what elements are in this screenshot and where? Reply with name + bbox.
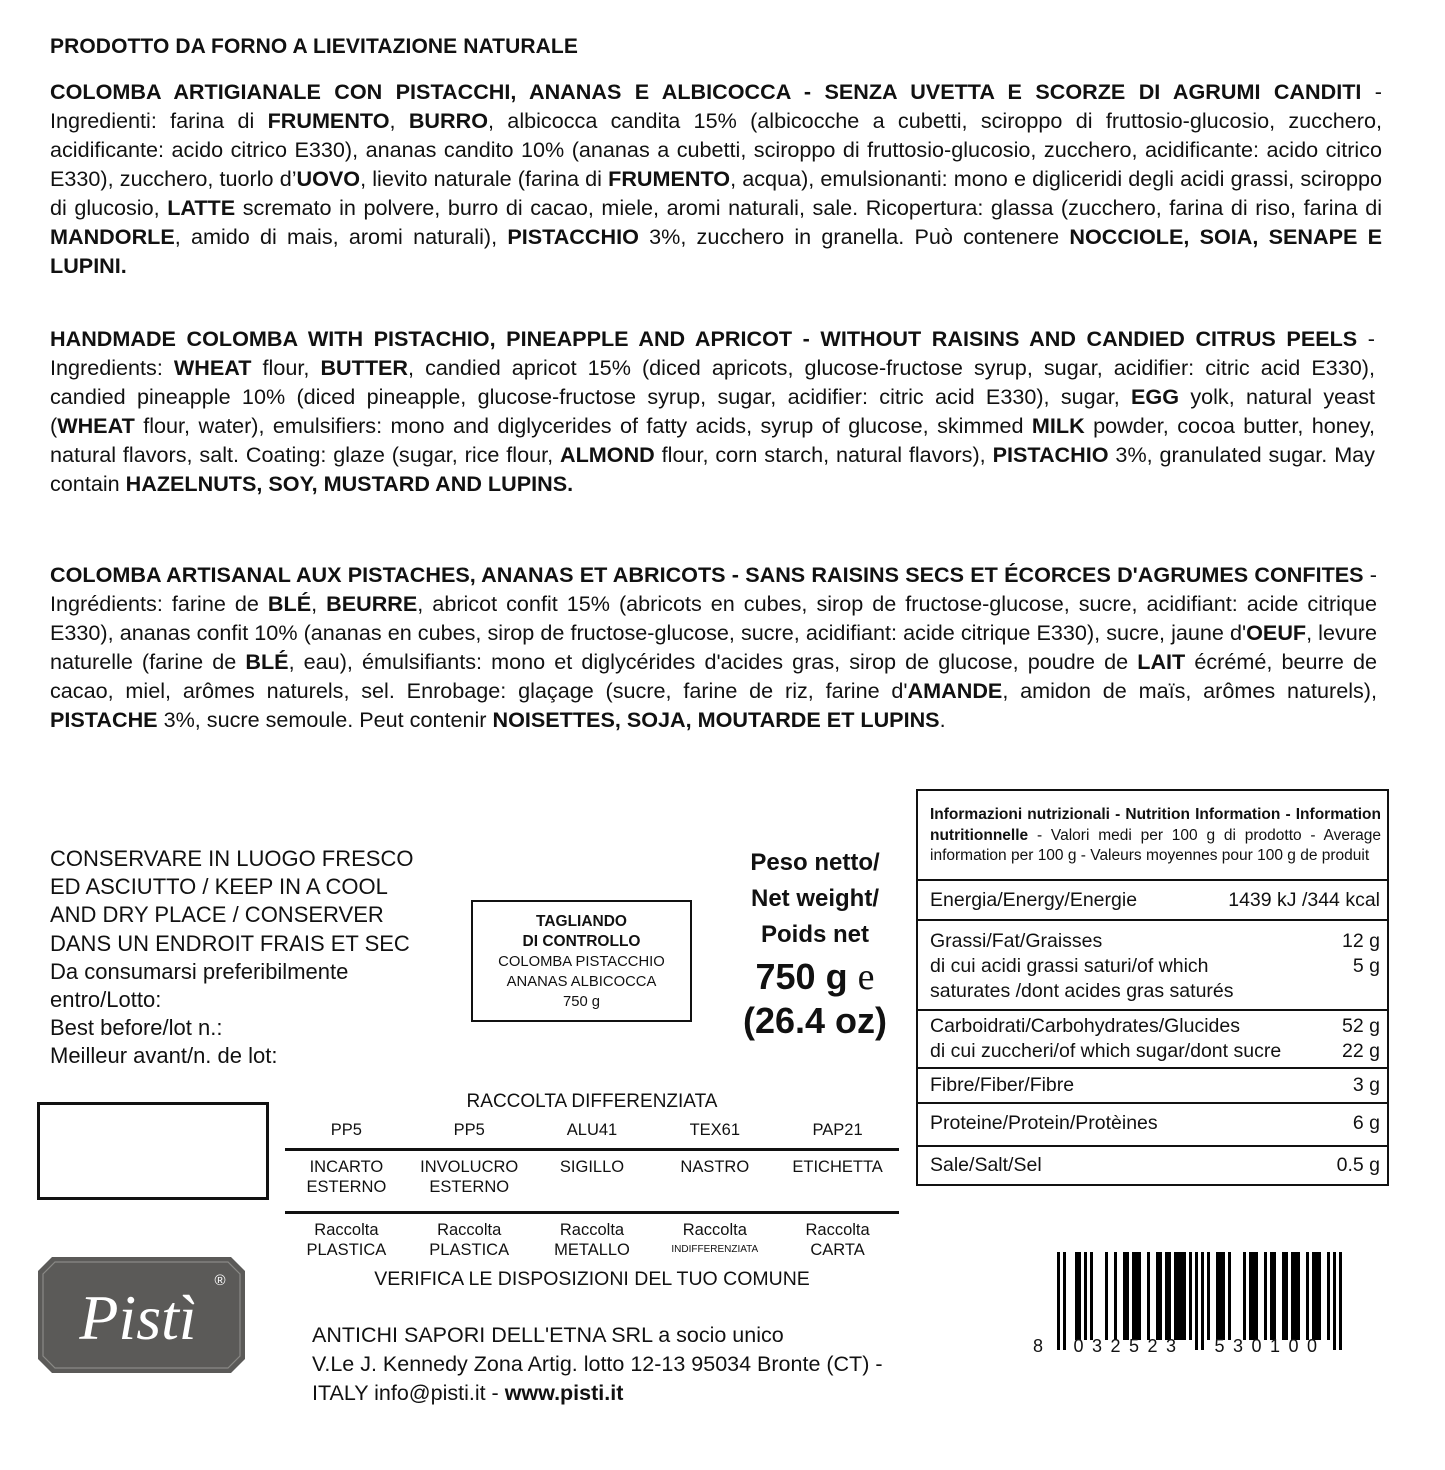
- nutrient-label: Grassi/Fat/Graisses: [930, 929, 1103, 952]
- nutrient-label: saturates /dont acides gras saturés: [930, 979, 1234, 1002]
- nutrient-label: Sale/Salt/Sel: [930, 1153, 1042, 1176]
- nutrition-row: [918, 1104, 1387, 1147]
- company-street: V.Le J. Kennedy Zona Artig. lotto 12-13 95034 Bronte (CT) -: [312, 1352, 883, 1376]
- coupon-title: DI CONTROLLO: [522, 933, 641, 950]
- material-code: TEX61: [689, 1121, 741, 1139]
- nutrient-label: Proteine/Protein/Protèines: [930, 1111, 1158, 1134]
- coupon-weight: 750 g: [562, 994, 601, 1010]
- nutrient-value: 12 g: [1342, 929, 1380, 952]
- lot-stamp-box: [37, 1102, 269, 1200]
- nutrition-row: [918, 921, 1387, 1011]
- estimated-sign-icon: e: [857, 956, 875, 998]
- ean13-barcode: [1025, 1252, 1370, 1362]
- nutrient-label: Fibre/Fiber/Fibre: [930, 1073, 1075, 1096]
- nutrient-value: 3 g: [1352, 1073, 1380, 1096]
- nutrient-value: 6 g: [1352, 1111, 1380, 1134]
- company-name: ANTICHI SAPORI DELL'ETNA SRL a socio unico: [312, 1323, 784, 1347]
- storage-instructions: [50, 845, 470, 1071]
- collection-type: Raccolta PLASTICA: [429, 1221, 510, 1259]
- coupon-product: COLOMBA PISTACCHIO: [498, 954, 665, 970]
- material-code: PP5: [330, 1121, 362, 1139]
- pisti-logo: [38, 1257, 245, 1373]
- svg-text:032523: 032523: [1073, 1336, 1185, 1356]
- best-before-label: Da consumarsi preferibilmente: [50, 958, 349, 984]
- material-code: PP5: [453, 1121, 485, 1139]
- nutrient-value: 5 g: [1352, 954, 1380, 977]
- nutrient-label: di cui acidi grassi saturi/of which: [930, 954, 1209, 977]
- website-link[interactable]: www.pisti.it: [504, 1381, 624, 1405]
- packaging-part: NASTRO: [680, 1158, 750, 1176]
- ingredients-english: HANDMADE COLOMBA WITH PISTACHIO, PINEAPPLE AND APRICOT - WITHOUT RAISINS AND CANDIED CITRUS PEELS - Ingredients: WHEAT flour, BUTTER, candied apricot 15% (diced apricots, glucose-fructose syrup, sugar, acidifier: citric acid E330), candied pineapple 10% (diced pineapple, glucose-fructose syrup, sugar, acidifier: citric acid E330), sugar, EGG yolk, natural yeast (WHEAT flour, water), emulsifiers: mono and diglycerides of fatty acids, syrup of glucose, skimmed MILK powder, cocoa butter, honey, natural flavors, salt. Coating: glaze (sugar, rice flour, ALMOND flour, corn starch, natural flavors), PISTACHIO 3%, granulated sugar. May contain HAZELNUTS, SOY, MUSTARD AND LUPINS.: [50, 326, 1376, 496]
- storage-line: ED ASCIUTTO / KEEP IN A COOL: [50, 874, 388, 900]
- ingredients-italian: COLOMBA ARTIGIANALE CON PISTACCHI, ANANAS E ALBICOCCA - SENZA UVETTA E SCORZE DI AGRUMI CANDITI - Ingredienti: farina di FRUMENTO, BURRO, albicocca candita 15% (albicocche a cubetti, sciroppo di fruttosio-glucosio, zucchero, acidificante: acido citrico E330), ananas candito 10% (ananas a cubetti, sciroppo di fruttosio-glucosio, zucchero, acidificante: acido citrico E330), zucchero, tuorlo d’UOVO, lievito naturale (farina di FRUMENTO, acqua), emulsionanti: mono e digliceridi degli acidi grassi, sciroppo di glucosio, LATTE scremato in polvere, burro di cacao, miele, aromi naturali, sale. Ricopertura: glassa (zucchero, farina di riso, farina di MANDORLE, amido di mais, aromi naturali), PISTACCHIO 3%, zucchero in granella. Può contenere NOCCIOLE, SOIA, SENAPE E LUPINI.: [50, 79, 1382, 278]
- coupon-title: TAGLIANDO: [536, 913, 627, 930]
- packaging-part: ETICHETTA: [792, 1158, 883, 1176]
- net-weight-label: Poids net: [760, 921, 869, 948]
- nutrient-value: 1439 kJ /344 kcal: [1228, 888, 1380, 911]
- nutrition-row: [918, 1147, 1387, 1184]
- net-weight-label: Peso netto/: [750, 849, 880, 876]
- net-weight-label: Net weight/: [750, 885, 879, 912]
- ingredients-french: COLOMBA ARTISANAL AUX PISTACHES, ANANAS ET ABRICOTS - SANS RAISINS SECS ET ÉCORCES D'AGRUMES CONFITES - Ingrédients: farine de BLÉ, BEURRE, abricot confit 15% (abricots en cubes, sirop de fructose-glucose, sucre, acidifiant: acide citrique E330), ananas confit 10% (ananas en cubes, sirop de fructose-glucose, sucre, acidifiant: acide citrique E330), sucre, jaune d'OEUF, levure naturelle (farine de BLÉ, eau), émulsifiants: mono et diglycérides d'acides gras, sirop de glucose, poudre de LAIT écrémé, beurre de cacao, miel, arômes naturels, sel. Enrobage: glaçage (sucre, farine de riz, farine d'AMANDE, amidon de maïs, arômes naturels), PISTACHE 3%, sucre semoule. Peut contenir NOISETTES, SOJA, MOUTARDE ET LUPINS.: [50, 562, 1378, 732]
- svg-text:8: 8: [1033, 1336, 1044, 1356]
- best-before-label: Best before/lot n.:: [50, 1015, 223, 1041]
- nutrition-row: [918, 1069, 1387, 1104]
- nutrient-label: Carboidrati/Carbohydrates/Glucides: [930, 1014, 1240, 1037]
- packaging-part: INVOLUCRO ESTERNO: [420, 1158, 519, 1196]
- control-coupon-box: [471, 900, 692, 1022]
- best-before-label: Meilleur avant/n. de lot:: [50, 1043, 278, 1069]
- recycling-footer: VERIFICA LE DISPOSIZIONI DEL TUO COMUNE: [374, 1268, 810, 1290]
- storage-line: AND DRY PLACE / CONSERVER: [50, 902, 384, 928]
- nutrient-label: Energia/Energy/Energie: [930, 888, 1138, 911]
- recycling-table: [285, 1090, 899, 1260]
- packaging-part: INCARTO ESTERNO: [306, 1158, 387, 1196]
- material-code: PAP21: [812, 1121, 863, 1139]
- storage-line: CONSERVARE IN LUOGO FRESCO: [50, 846, 414, 871]
- collection-type: Raccolta PLASTICA: [306, 1221, 387, 1259]
- recycling-title: RACCOLTA DIFFERENZIATA: [466, 1091, 718, 1112]
- coupon-product: ANANAS ALBICOCCA: [506, 974, 657, 990]
- nutrient-label: di cui zuccheri/of which sugar/dont sucre: [930, 1039, 1282, 1062]
- net-weight-oz: (26.4 oz): [742, 1000, 888, 1041]
- material-code: ALU41: [566, 1121, 618, 1139]
- best-before-label: entro/Lotto:: [50, 987, 162, 1013]
- collection-type: Raccolta CARTA: [805, 1221, 870, 1259]
- svg-text:®: ®: [214, 1272, 226, 1289]
- nutrient-value: 0.5 g: [1336, 1153, 1380, 1176]
- nutrient-value: 22 g: [1342, 1039, 1380, 1062]
- nutrition-row: [918, 881, 1387, 921]
- packaging-part: SIGILLO: [559, 1158, 625, 1176]
- net-weight-block: [720, 845, 910, 1041]
- company-contact: ITALY info@pisti.it - www.pisti.it: [312, 1381, 624, 1405]
- svg-text:Pistì: Pistì: [79, 1282, 197, 1353]
- net-weight-value: 750 g e: [755, 956, 875, 998]
- nutrition-table: [916, 789, 1389, 1186]
- storage-line: DANS UN ENDROIT FRAIS ET SEC: [50, 930, 410, 956]
- product-category-heading: PRODOTTO DA FORNO A LIEVITAZIONE NATURALE: [50, 35, 578, 58]
- svg-text:530100: 530100: [1214, 1336, 1326, 1356]
- collection-type: Raccolta INDIFFERENZIATA: [671, 1221, 759, 1255]
- collection-type: Raccolta METALLO: [554, 1221, 630, 1259]
- nutrient-value: 52 g: [1342, 1014, 1380, 1037]
- nutrition-row: [918, 1011, 1387, 1069]
- nutrition-header: Informazioni nutrizionali - Nutrition Information - Information nutritionnelle - Valori medi per 100 g di prodotto - Average information per 100 g - Valeurs moyennes pour 100 g de produit: [918, 791, 1387, 881]
- company-address: [312, 1321, 883, 1408]
